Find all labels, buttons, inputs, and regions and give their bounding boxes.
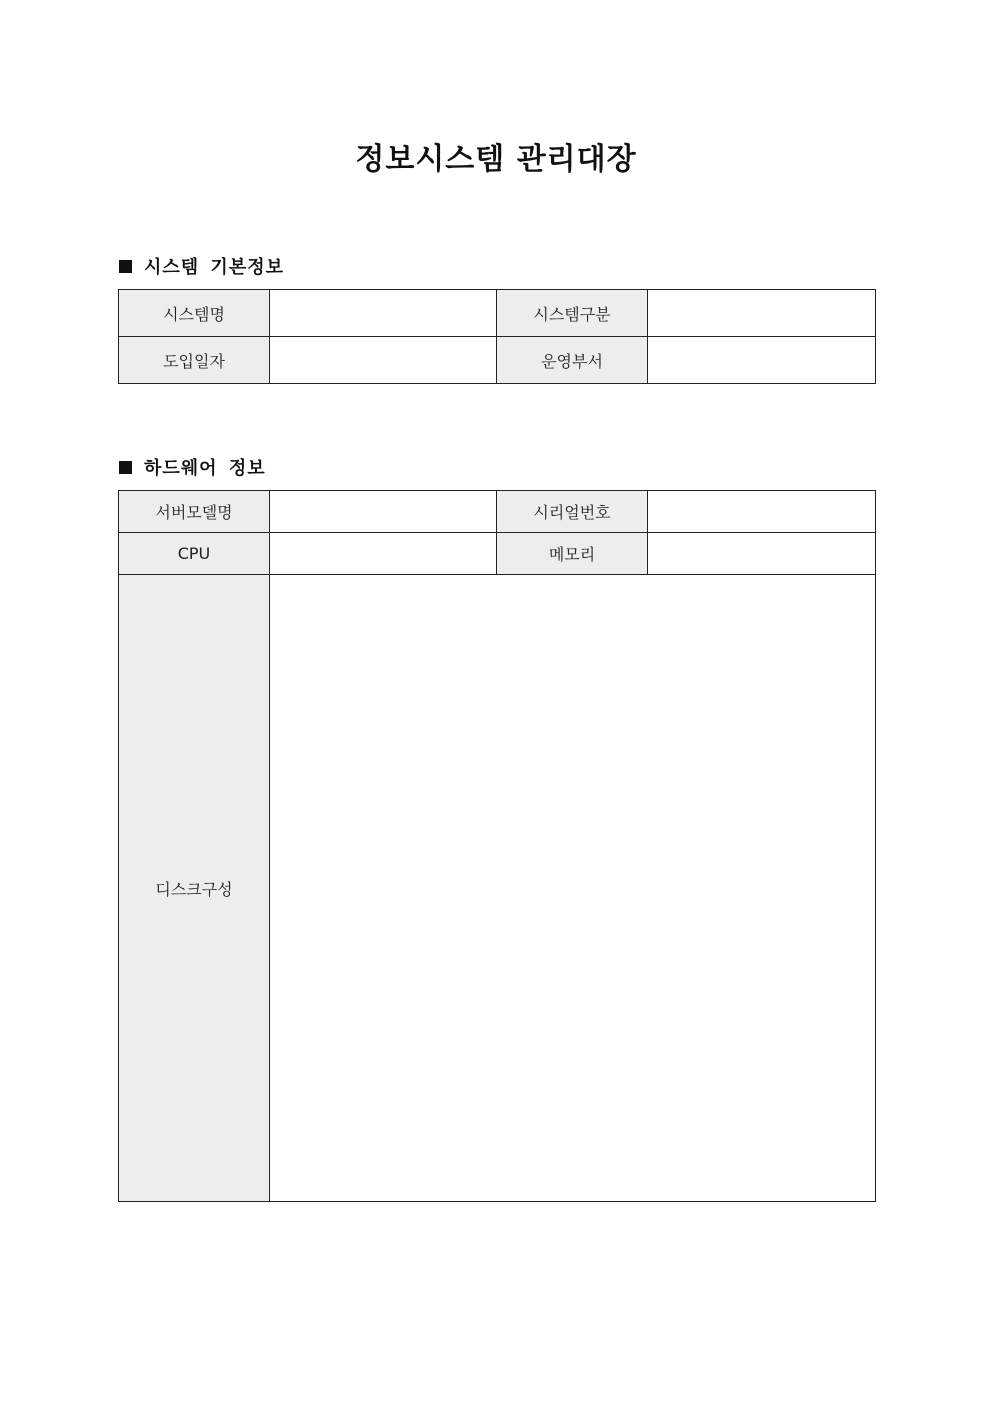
- square-bullet-icon: [119, 461, 132, 474]
- system-type-field[interactable]: [648, 290, 876, 337]
- table-row: [119, 290, 876, 337]
- table-row: [119, 337, 876, 384]
- system-name-label: 시스템명: [119, 290, 270, 337]
- page-title: 정보시스템 관리대장: [355, 142, 637, 177]
- cpu-field[interactable]: [270, 533, 497, 575]
- system-type-label: 시스템구분: [497, 290, 648, 337]
- section-heading-hardware-info: [119, 454, 266, 480]
- introduction-date-label: 도입일자: [119, 337, 270, 384]
- table-row: [119, 533, 876, 575]
- operating-department-label: 운영부서: [497, 337, 648, 384]
- hardware-info-table: [118, 490, 876, 1202]
- disk-configuration-field[interactable]: [270, 575, 876, 1202]
- square-bullet-icon: [119, 260, 132, 273]
- serial-number-field[interactable]: [648, 491, 876, 533]
- server-model-field[interactable]: [270, 491, 497, 533]
- serial-number-label: 시리얼번호: [497, 491, 648, 533]
- basic-info-table: [118, 289, 876, 384]
- section-heading-basic-info: [119, 253, 284, 279]
- memory-label: 메모리: [497, 533, 648, 575]
- table-row: [119, 575, 876, 1202]
- cpu-label: CPU: [119, 533, 270, 575]
- table-row: [119, 491, 876, 533]
- disk-configuration-label: 디스크구성: [119, 575, 270, 1202]
- server-model-label: 서버모델명: [119, 491, 270, 533]
- system-name-field[interactable]: [270, 290, 497, 337]
- section-heading-label: 하드웨어 정보: [144, 458, 266, 479]
- memory-field[interactable]: [648, 533, 876, 575]
- introduction-date-field[interactable]: [270, 337, 497, 384]
- operating-department-field[interactable]: [648, 337, 876, 384]
- section-heading-label: 시스템 기본정보: [144, 257, 284, 278]
